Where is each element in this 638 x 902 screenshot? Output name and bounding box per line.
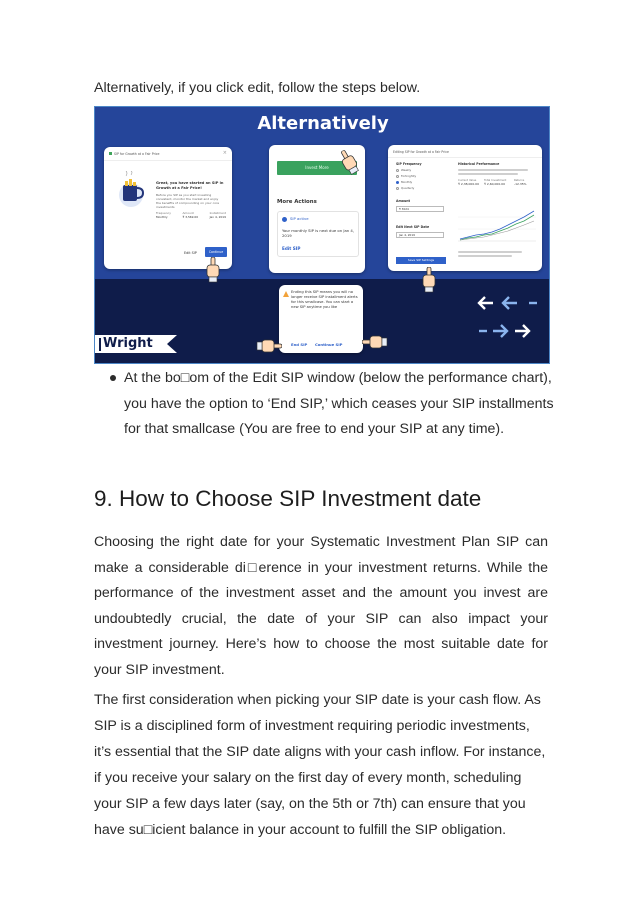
close-icon[interactable]: × (222, 150, 227, 156)
paragraph-line: your SIP a few days later (say, on the 5th or 7th) can ensure that you (94, 795, 526, 812)
amount-input[interactable]: ₹ 3024 (396, 206, 444, 212)
summary-col: Amount ₹ 3,569.00 (182, 211, 199, 220)
sip-started-subtext: Before you SIP as you start investing consistent, monitor the market and enjoy the benefits of compounding on your core investments (156, 193, 220, 209)
sip-started-card (104, 147, 232, 269)
end-sip-confirm-card (279, 285, 363, 353)
frequency-option-selected[interactable]: Monthly (396, 180, 412, 184)
frequency-option[interactable]: Fortnightly (396, 174, 416, 178)
edit-sip-link[interactable]: Edit SIP (282, 246, 301, 251)
stat-investment: Total Investment ₹ 2,60,000.00 (484, 178, 507, 186)
sip-started-message: Great, you have started an SIP in Growth at a Fair Price! (156, 181, 224, 190)
warning-icon (283, 291, 289, 297)
pointing-hand-icon (362, 332, 388, 352)
paragraph (94, 688, 550, 843)
paragraph-line: it’s essential that the SIP date aligns with your cash inflow. For instance, (94, 743, 546, 760)
save-sip-settings-button[interactable]: Save SIP Settings (396, 257, 446, 264)
pointing-hand-icon (256, 336, 282, 356)
direction-arrows-icon (475, 289, 545, 345)
paragraph-line: have su□icient balance in your account to fulfill the SIP obligation. (94, 821, 507, 838)
amount-label: Amount (396, 199, 411, 203)
bullet-list (108, 366, 556, 443)
sip-active-label: SIP active (282, 216, 309, 222)
sip-active-icon (282, 217, 287, 222)
intro-text: Alternatively, if you click edit, follow the steps below. (94, 80, 421, 96)
end-sip-button[interactable]: End SIP (291, 342, 308, 347)
pointing-hand-icon (203, 257, 223, 283)
next-date-label: Edit Next SIP Date (396, 225, 430, 229)
banner-title: Alternatively (257, 113, 389, 134)
stat-current: Current Value ₹ 2,38,000.00 (458, 178, 479, 186)
sip-summary-table (156, 211, 226, 219)
paragraph-line: The first consideration when picking your SIP date is your cash flow. As (94, 692, 541, 708)
edit-sip-button[interactable]: Edit SIP (184, 251, 197, 255)
historical-performance-label: Historical Performance (458, 162, 500, 166)
wright-logo-text: Wright (103, 336, 153, 351)
edit-sip-card (388, 145, 542, 271)
card1-header: SIP for Growth at a Fair Price (114, 152, 160, 156)
frequency-option[interactable]: Weekly (396, 168, 411, 172)
paragraph-line: if you receive your salary on the first day of every month, scheduling (94, 769, 522, 786)
sip-frequency-label: SIP Frequency (396, 162, 422, 166)
stat-returns: Returns -12.35% (514, 178, 527, 186)
frequency-option[interactable]: Quarterly (396, 186, 414, 190)
sip-status-box (277, 211, 359, 257)
more-actions-heading: More Actions (277, 199, 317, 205)
coffee-mug-illustration-icon (116, 171, 146, 207)
next-date-input[interactable]: Jan 4, 2019 (396, 232, 444, 238)
summary-col: Frequency Monthly (156, 211, 171, 220)
list-item: At the bo□om of the Edit SIP window (below the performance chart), you have the option to ‘End SIP,’ which ceases your SIP installments for that smallcase (You are free to end your SIP at any time). (108, 366, 556, 443)
alternatively-banner-image (94, 106, 550, 364)
card3-header: Editing SIP for Growth at a Fair Price (393, 150, 449, 154)
section-heading: 9. How to Choose SIP Investment date (94, 486, 482, 511)
end-sip-warning-text: Ending this SIP means you will no longer receive SIP installment alerts for this smallcase. You can start a new SIP anytime you like (291, 290, 358, 309)
summary-col: Installment Jan 4, 2019 (209, 211, 226, 220)
performance-chart-icon (458, 205, 536, 243)
paragraph: Choosing the right date for your Systematic Investment Plan SIP can make a considerable di□erence in your investment returns. While the performance of the investment asset and the amount you invest are undoubtedly crucial, the date of your SIP can also impact your investment journey. Here’s how to choose the most suitable date for your SIP investment. (94, 534, 548, 678)
continue-button[interactable]: Continue (205, 247, 227, 257)
sip-due-text: Your monthly SIP is next due on Jan 4, 2019 (282, 228, 355, 239)
continue-sip-button[interactable]: Continue SIP (315, 342, 343, 347)
invest-more-button[interactable]: Invest More (277, 161, 357, 175)
pointing-hand-icon (419, 267, 439, 293)
paragraph-line: SIP is a disciplined form of investment requiring periodic investments, (94, 717, 530, 734)
smallcase-logo-icon (109, 152, 112, 155)
